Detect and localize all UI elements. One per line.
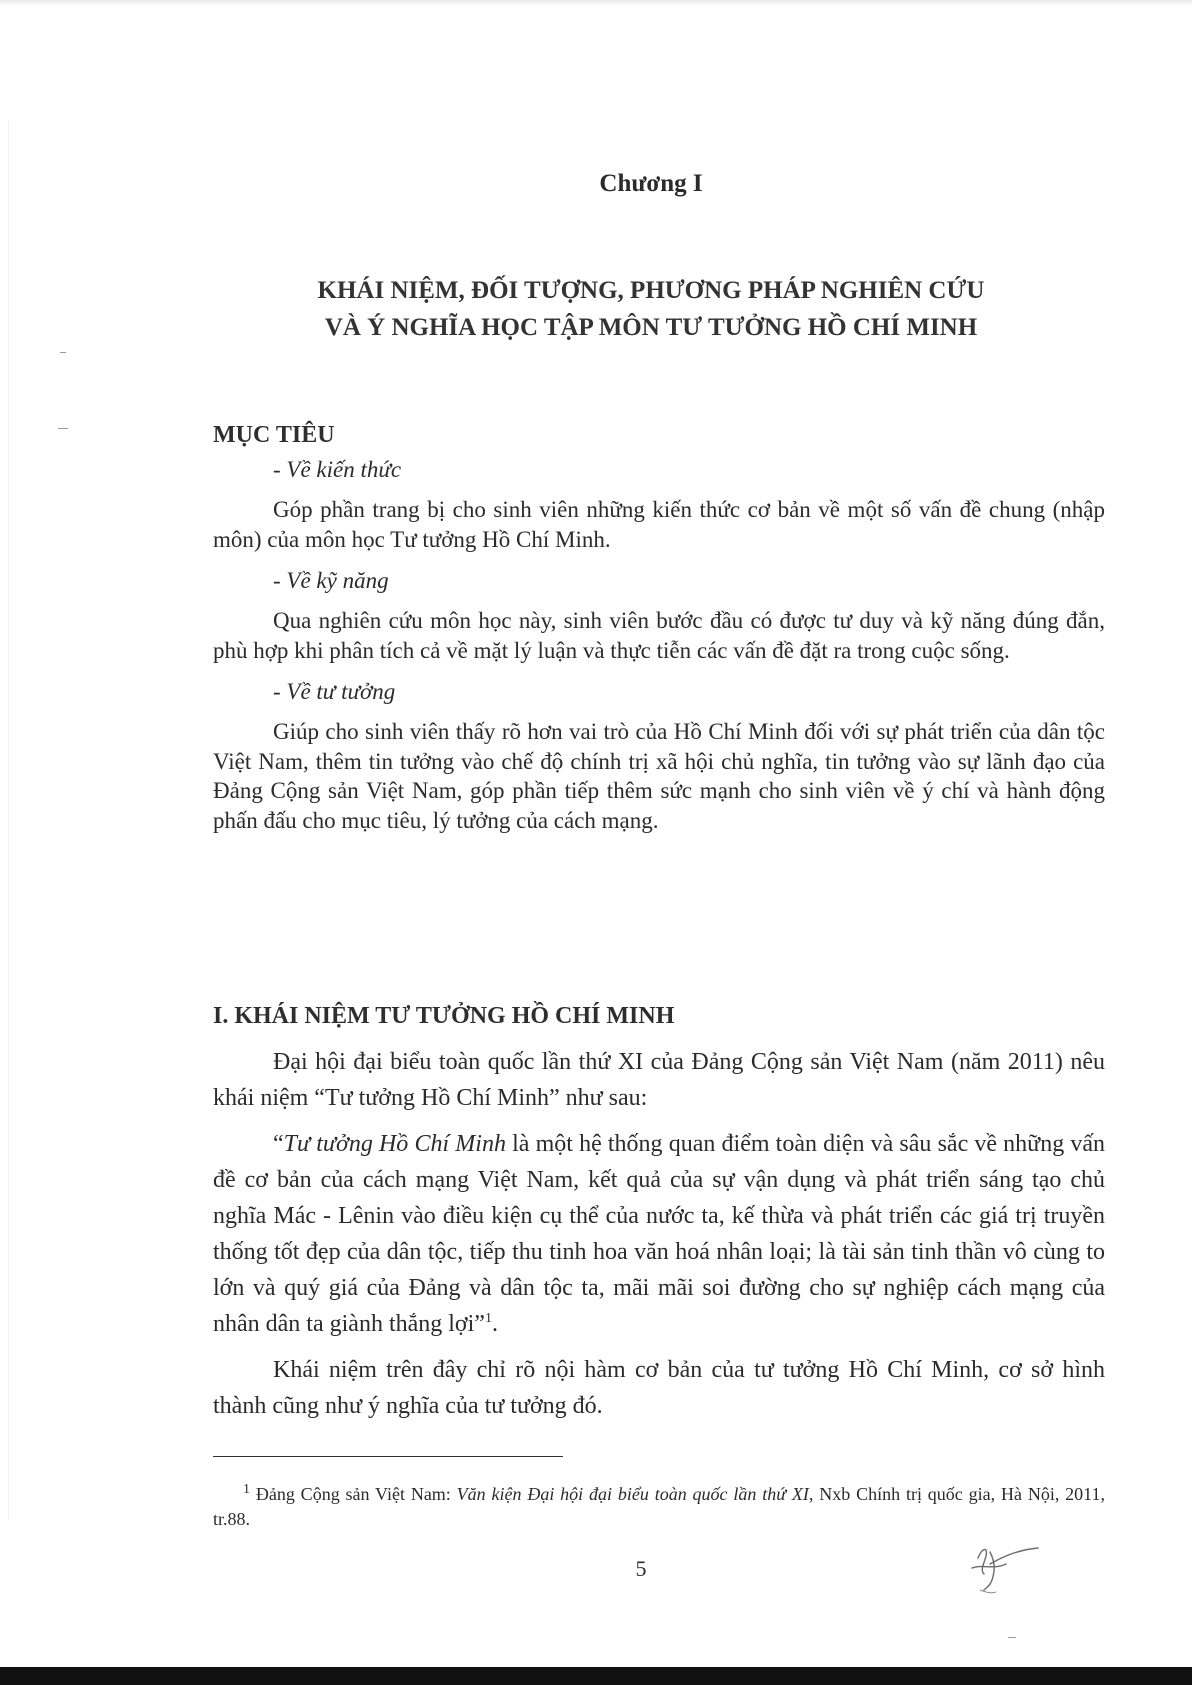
footnote-prefix: Đảng Cộng sản Việt Nam: <box>250 1484 457 1504</box>
chapter-title-line-1: KHÁI NIỆM, ĐỐI TƯỢNG, PHƯƠNG PHÁP NGHIÊN CỨU <box>317 277 985 304</box>
footnote <box>213 1482 1105 1532</box>
quote-rest: là một hệ thống quan điểm toàn diện và sâu sắc về những vấn đề cơ bản của cách mạng Việt Nam, kết quả của sự vận dụng và phát triển sáng tạo chủ nghĩa Mác - Lênin vào điều kiện cụ thể của nước ta, kế thừa và phát triển các giá trị truyền thống tốt đẹp của dân tộc, tiếp thu tinh hoa văn hoá nhân loại; là tài sản tinh thần vô cùng to lớn và quý giá của Đảng và dân tộc ta, mãi mãi soi đường cho sự nghiệp cách mạng của nhân dân ta giành thắng lợi” <box>213 1131 1105 1337</box>
chapter-label: Chương I <box>599 170 703 197</box>
footnote-italic: Văn kiện Đại hội đại biểu toàn quốc lần thứ XI <box>456 1484 809 1504</box>
handwritten-signature <box>960 1530 1060 1600</box>
thought-text: Giúp cho sinh viên thấy rõ hơn vai trò của Hồ Chí Minh đối với sự phát triển của dân tộc Việt Nam, thêm tin tưởng vào chế độ chính trị xã hội chủ nghĩa, tin tưởng vào sự lãnh đạo của Đảng Cộng sản Việt Nam, góp phần tiếp thêm sức mạnh cho sinh viên về ý chí và hành động phấn đấu cho mục tiêu, lý tưởng của cách mạng. <box>213 719 1105 833</box>
objectives-heading: MỤC TIÊU <box>213 422 335 448</box>
scan-speck <box>1008 1637 1016 1638</box>
section-1-intro: Đại hội đại biểu toàn quốc lần thứ XI của Đảng Cộng sản Việt Nam (năm 2011) nêu khái niệm “Tư tưởng Hồ Chí Minh” như sau: <box>213 1049 1105 1111</box>
footnote-marker: 1 <box>243 1482 250 1497</box>
footnote-ref: 1 <box>484 1311 492 1326</box>
thought-label: - Về tư tưởng <box>273 679 396 704</box>
scan-edge-top <box>0 0 1192 6</box>
section-1-heading: I. KHÁI NIỆM TƯ TƯỞNG HỒ CHÍ MINH <box>213 1003 675 1029</box>
quote-end: . <box>491 1311 498 1337</box>
chapter-title <box>0 272 1192 346</box>
footnote-suffix: , Nxb Chính trị quốc gia, Hà Nội, 2011, tr.88. <box>213 1484 1105 1529</box>
definition-quote <box>213 1126 1105 1342</box>
page-number: 5 <box>635 1556 647 1581</box>
knowledge-label: - Về kiến thức <box>273 457 402 482</box>
footnote-rule <box>213 1456 563 1457</box>
scan-speck <box>60 352 66 353</box>
section-1 <box>213 1003 1105 1424</box>
chapter-title-line-2: VÀ Ý NGHĨA HỌC TẬP MÔN TƯ TƯỞNG HỒ CHÍ MINH <box>324 314 978 341</box>
quote-italic: Tư tưởng Hồ Chí Minh <box>283 1131 506 1157</box>
section-1-closing: Khái niệm trên đây chỉ rõ nội hàm cơ bản của tư tưởng Hồ Chí Minh, cơ sở hình thành cũng như ý nghĩa của tư tưởng đó. <box>213 1357 1105 1419</box>
objectives-section <box>213 422 1105 835</box>
knowledge-text: Góp phần trang bị cho sinh viên những kiến thức cơ bản về một số vấn đề chung (nhập môn) của môn học Tư tưởng Hồ Chí Minh. <box>213 497 1105 552</box>
scan-edge-bottom <box>0 1667 1192 1685</box>
quote-open: “ <box>273 1131 284 1157</box>
skills-text: Qua nghiên cứu môn học này, sinh viên bước đầu có được tư duy và kỹ năng đúng đắn, phù hợp khi phân tích cả về mặt lý luận và thực tiễn các vấn đề đặt ra trong cuộc sống. <box>213 608 1105 663</box>
scan-speck <box>58 428 68 429</box>
skills-label: - Về kỹ năng <box>273 568 389 593</box>
